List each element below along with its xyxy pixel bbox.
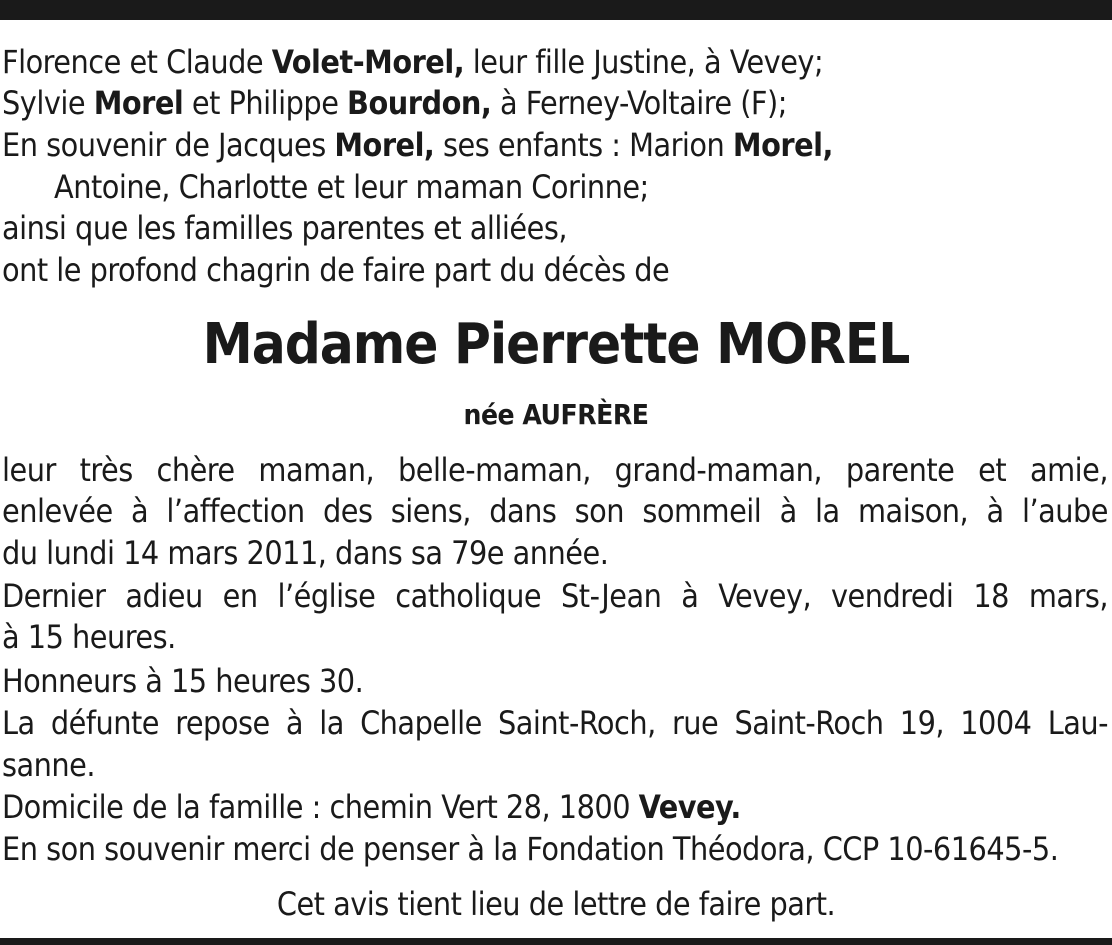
town-name: Vevey. [638,788,741,826]
intro-text: Sylvie [2,84,94,122]
intro-line-4: Antoine, Charlotte et leur maman Corinne; [54,168,649,206]
family-name: Morel, [732,126,833,164]
body-line-2: enlevée à l’affection des siens, dans son sommeil à la maison, à l’aube [2,492,1108,530]
intro-text: et Philippe [183,84,348,122]
body-line-4: Dernier adieu en l’église catholique St-Jean à Vevey, vendredi 18 mars, [2,577,1108,615]
intro-line-6: ont le profond chagrin de faire part du décès de [2,251,670,289]
intro-text: leur fille Justine, à Vevey; [464,43,824,81]
intro-text: En souvenir de Jacques [2,126,335,164]
body-line-9 [2,787,741,827]
intro-text: Florence et Claude [2,43,272,81]
intro-text: ses enfants : Marion [434,126,733,164]
body-line-3: du lundi 14 mars 2011, dans sa 79e année. [2,534,609,572]
intro-line-5: ainsi que les familles parentes et alliées, [2,209,567,247]
body-line-5: à 15 heures. [2,618,176,656]
family-name: Morel, [334,126,435,164]
intro-text: à Ferney-Voltaire (F); [491,84,787,122]
family-name: Morel [93,84,184,122]
family-name: Bourdon, [347,84,492,122]
intro-line-1 [2,42,823,82]
family-name: Volet-Morel, [271,43,465,81]
body-line-1: leur très chère maman, belle-maman, grand-maman, parente et amie, [2,451,1108,489]
intro-line-3 [2,125,833,165]
intro-line-2 [2,83,787,123]
body-line-10: En son souvenir merci de penser à la Fondation Théodora, CCP 10-61645-5. [2,830,1059,868]
bottom-rule [0,938,1112,945]
body-line-7: La défunte repose à la Chapelle Saint-Roch, rue Saint-Roch 19, 1004 Lau- [2,704,1108,742]
footer-notice: Cet avis tient lieu de lettre de faire part. [276,885,836,923]
top-rule [0,0,1112,20]
body-line-6: Honneurs à 15 heures 30. [2,662,364,700]
maiden-name: née AUFRÈRE [463,398,649,431]
deceased-name: Madame Pierrette MOREL [202,312,910,377]
address-text: Domicile de la famille : chemin Vert 28, 1800 [2,788,639,826]
body-line-8: sanne. [2,746,95,784]
